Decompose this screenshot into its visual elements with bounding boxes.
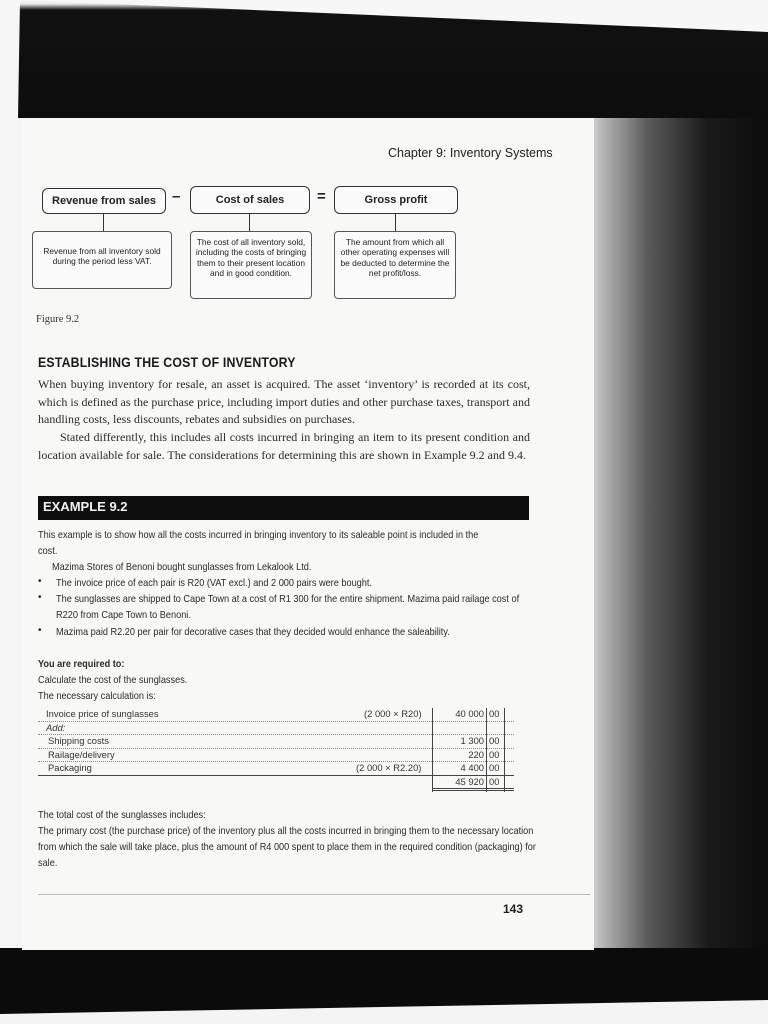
page-number: 143 (503, 902, 524, 916)
required-text: Calculate the cost of the sunglasses. (38, 675, 188, 686)
bullet-marker: • (38, 625, 42, 636)
gross-profit-box: Gross profit (334, 186, 458, 214)
row-item: Railage/delivery (48, 748, 115, 760)
row-calc: (2 000 × R20) (364, 708, 422, 719)
minus-operator: – (172, 188, 181, 205)
paragraph-1: When buying inventory for resale, an asset is acquired. The asset ‘inventory’ is recorded at its cost, which is defined as the purchase price, including import duties and other purchase taxes, transport and handling costs, less discounts, rebates and subsidies on purchases. (38, 377, 530, 427)
example-line: Mazima Stores of Benoni bought sunglasses from Lekalook Ltd. (52, 562, 312, 573)
revenue-box: Revenue from sales (42, 188, 166, 214)
calc-label: The necessary calculation is: (38, 691, 156, 702)
scan-left-margin (0, 0, 22, 1024)
bullet-item: The invoice price of each pair is R20 (VAT excl.) and 2 000 pairs were bought. (56, 578, 372, 589)
row-cents: 00 (489, 762, 500, 773)
row-calc: (2 000 × R2.20) (356, 762, 422, 773)
revenue-description: Revenue from all inventory sold during the period less VAT. (32, 231, 172, 289)
cost-of-sales-description: The cost of all inventory sold, including the costs of bringing them to their present location and in good condition. (190, 231, 312, 299)
section-heading: ESTABLISHING THE COST OF INVENTORY (38, 354, 296, 370)
row-item: Shipping costs (48, 735, 109, 746)
bullet-item: The sunglasses are shipped to Cape Town at a cost of R1 300 for the entire shipment. Mazima paid railage cost of R220 from Cape Town to Benoni. (56, 594, 520, 622)
gross-profit-description: The amount from which all other operating expenses will be deducted to determine the net profit/loss. (334, 231, 456, 299)
table-row (38, 708, 514, 722)
table-total-row (432, 776, 514, 791)
row-rand: 40 000 (455, 708, 484, 719)
example-title-bar: EXAMPLE 9.2 (38, 496, 529, 520)
connector-line (249, 214, 250, 231)
paragraph-2: Stated differently, this includes all costs incurred in bringing an item to its present condition and location available for sale. The considerations for determining this are shown in Example 9.2 and 9.4. (38, 430, 530, 462)
row-rand: 1 300 (460, 735, 484, 746)
row-item: Invoice price of sunglasses (46, 708, 159, 719)
row-rand: 4 400 (460, 762, 484, 773)
row-rand: 45 920 (455, 775, 484, 787)
row-cents: 00 (489, 708, 500, 719)
cost-of-sales-box: Cost of sales (190, 186, 310, 214)
row-cents: 00 (489, 748, 500, 760)
connector-line (395, 214, 396, 231)
bullet-marker: • (38, 576, 42, 587)
connector-line (103, 214, 104, 231)
bullet-marker: • (38, 592, 42, 603)
bullet-item: Mazima paid R2.20 per pair for decorative cases that they decided would enhance the saleability. (56, 627, 450, 638)
page-rule (38, 894, 590, 895)
required-label: You are required to: (38, 659, 125, 670)
table-row (38, 749, 514, 763)
table-row (38, 762, 514, 776)
table-row (38, 722, 514, 736)
row-cents: 00 (489, 775, 500, 787)
book-page (22, 118, 594, 950)
example-intro: This example is to show how all the costs incurred in bringing inventory to its saleable point is included in the cost. (38, 530, 479, 558)
figure-caption: Figure 9.2 (36, 314, 80, 325)
table-row (38, 735, 514, 749)
scan-right-shadow (588, 118, 768, 958)
total-text: The primary cost (the purchase price) of the inventory plus all the costs incurred in bringing them to the necessary location from which the sale will take place, plus the amount of R4 000 spent to place them in the required condition (packaging) for sale. (38, 826, 536, 870)
equals-operator: = (317, 188, 326, 205)
row-item: Add: (46, 721, 66, 733)
running-header: Chapter 9: Inventory Systems (388, 146, 553, 160)
row-rand: 220 (468, 748, 484, 760)
row-cents: 00 (489, 735, 500, 746)
total-label: The total cost of the sunglasses includes: (38, 810, 206, 821)
row-item: Packaging (48, 762, 92, 773)
